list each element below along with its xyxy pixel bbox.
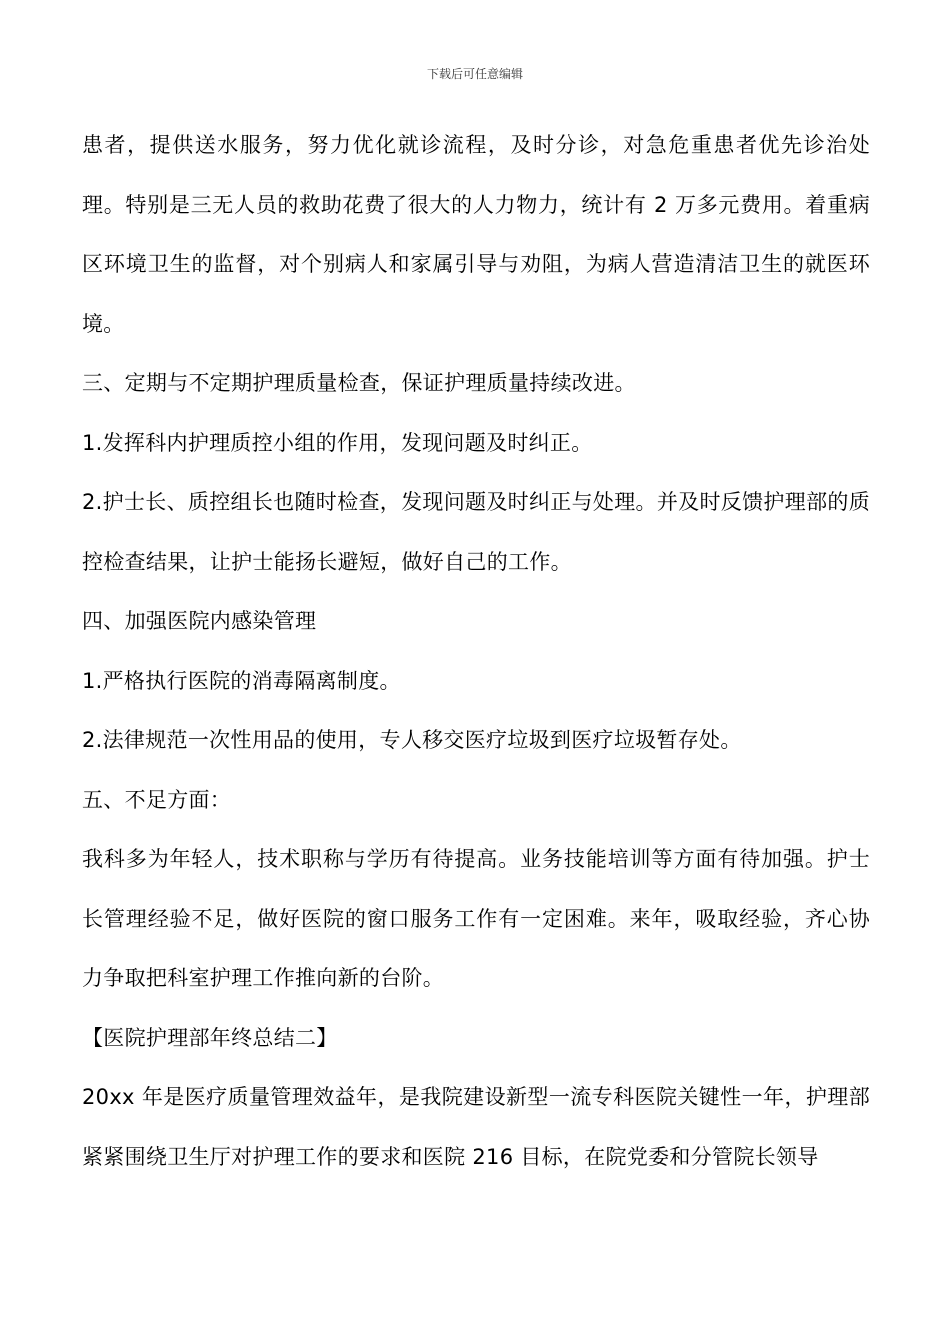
section-heading-summary-two: 【医院护理部年终总结二】 [82,1025,338,1050]
section-heading-quality-check: 三、定期与不定期护理质量检查，保证护理质量持续改进。 [82,371,636,395]
list-item-disposables: 2.法律规范一次性用品的使用，专人移交医疗垃圾到医疗垃圾暂存处。 [82,728,742,752]
paragraph-outpatient-service: 患者，提供送水服务，努力优化就诊流程，及时分诊，对急危重患者优先诊治处理。特别是三无人员的救助花费了很大的人力物力，统计有 2 万多元费用。着重病区环境卫生的监督，对个别病人和家属引导与劝阻，为病人营造清洁卫生的就医环境。 [82,133,870,336]
list-item-head-nurse-check: 2.护士长、质控组长也随时检查，发现问题及时纠正与处理。并及时反馈护理部的质控检查结果，让护士能扬长避短，做好自己的工作。 [82,490,870,574]
list-item-disinfection: 1.严格执行医院的消毒隔离制度。 [82,668,401,693]
section-heading-shortcomings: 五、不足方面： [82,787,232,812]
paragraph-summary-two-intro: 20xx 年是医疗质量管理效益年，是我院建设新型一流专科医院关键性一年，护理部紧紧围绕卫生厅对护理工作的要求和医院 216 目标，在院党委和分管院长领导 [82,1085,870,1169]
page-header: 下载后可任意编辑 [426,67,523,81]
section-heading-infection-management: 四、加强医院内感染管理 [82,609,317,633]
list-item-quality-group: 1.发挥科内护理质控小组的作用，发现问题及时纠正。 [82,430,593,455]
paragraph-shortcomings: 我科多为年轻人，技术职称与学历有待提高。业务技能培训等方面有待加强。护士长管理经验不足，做好医院的窗口服务工作有一定困难。来年，吸取经验，齐心协力争取把科室护理工作推向新的台阶。 [82,847,870,990]
document-body [82,116,870,1187]
